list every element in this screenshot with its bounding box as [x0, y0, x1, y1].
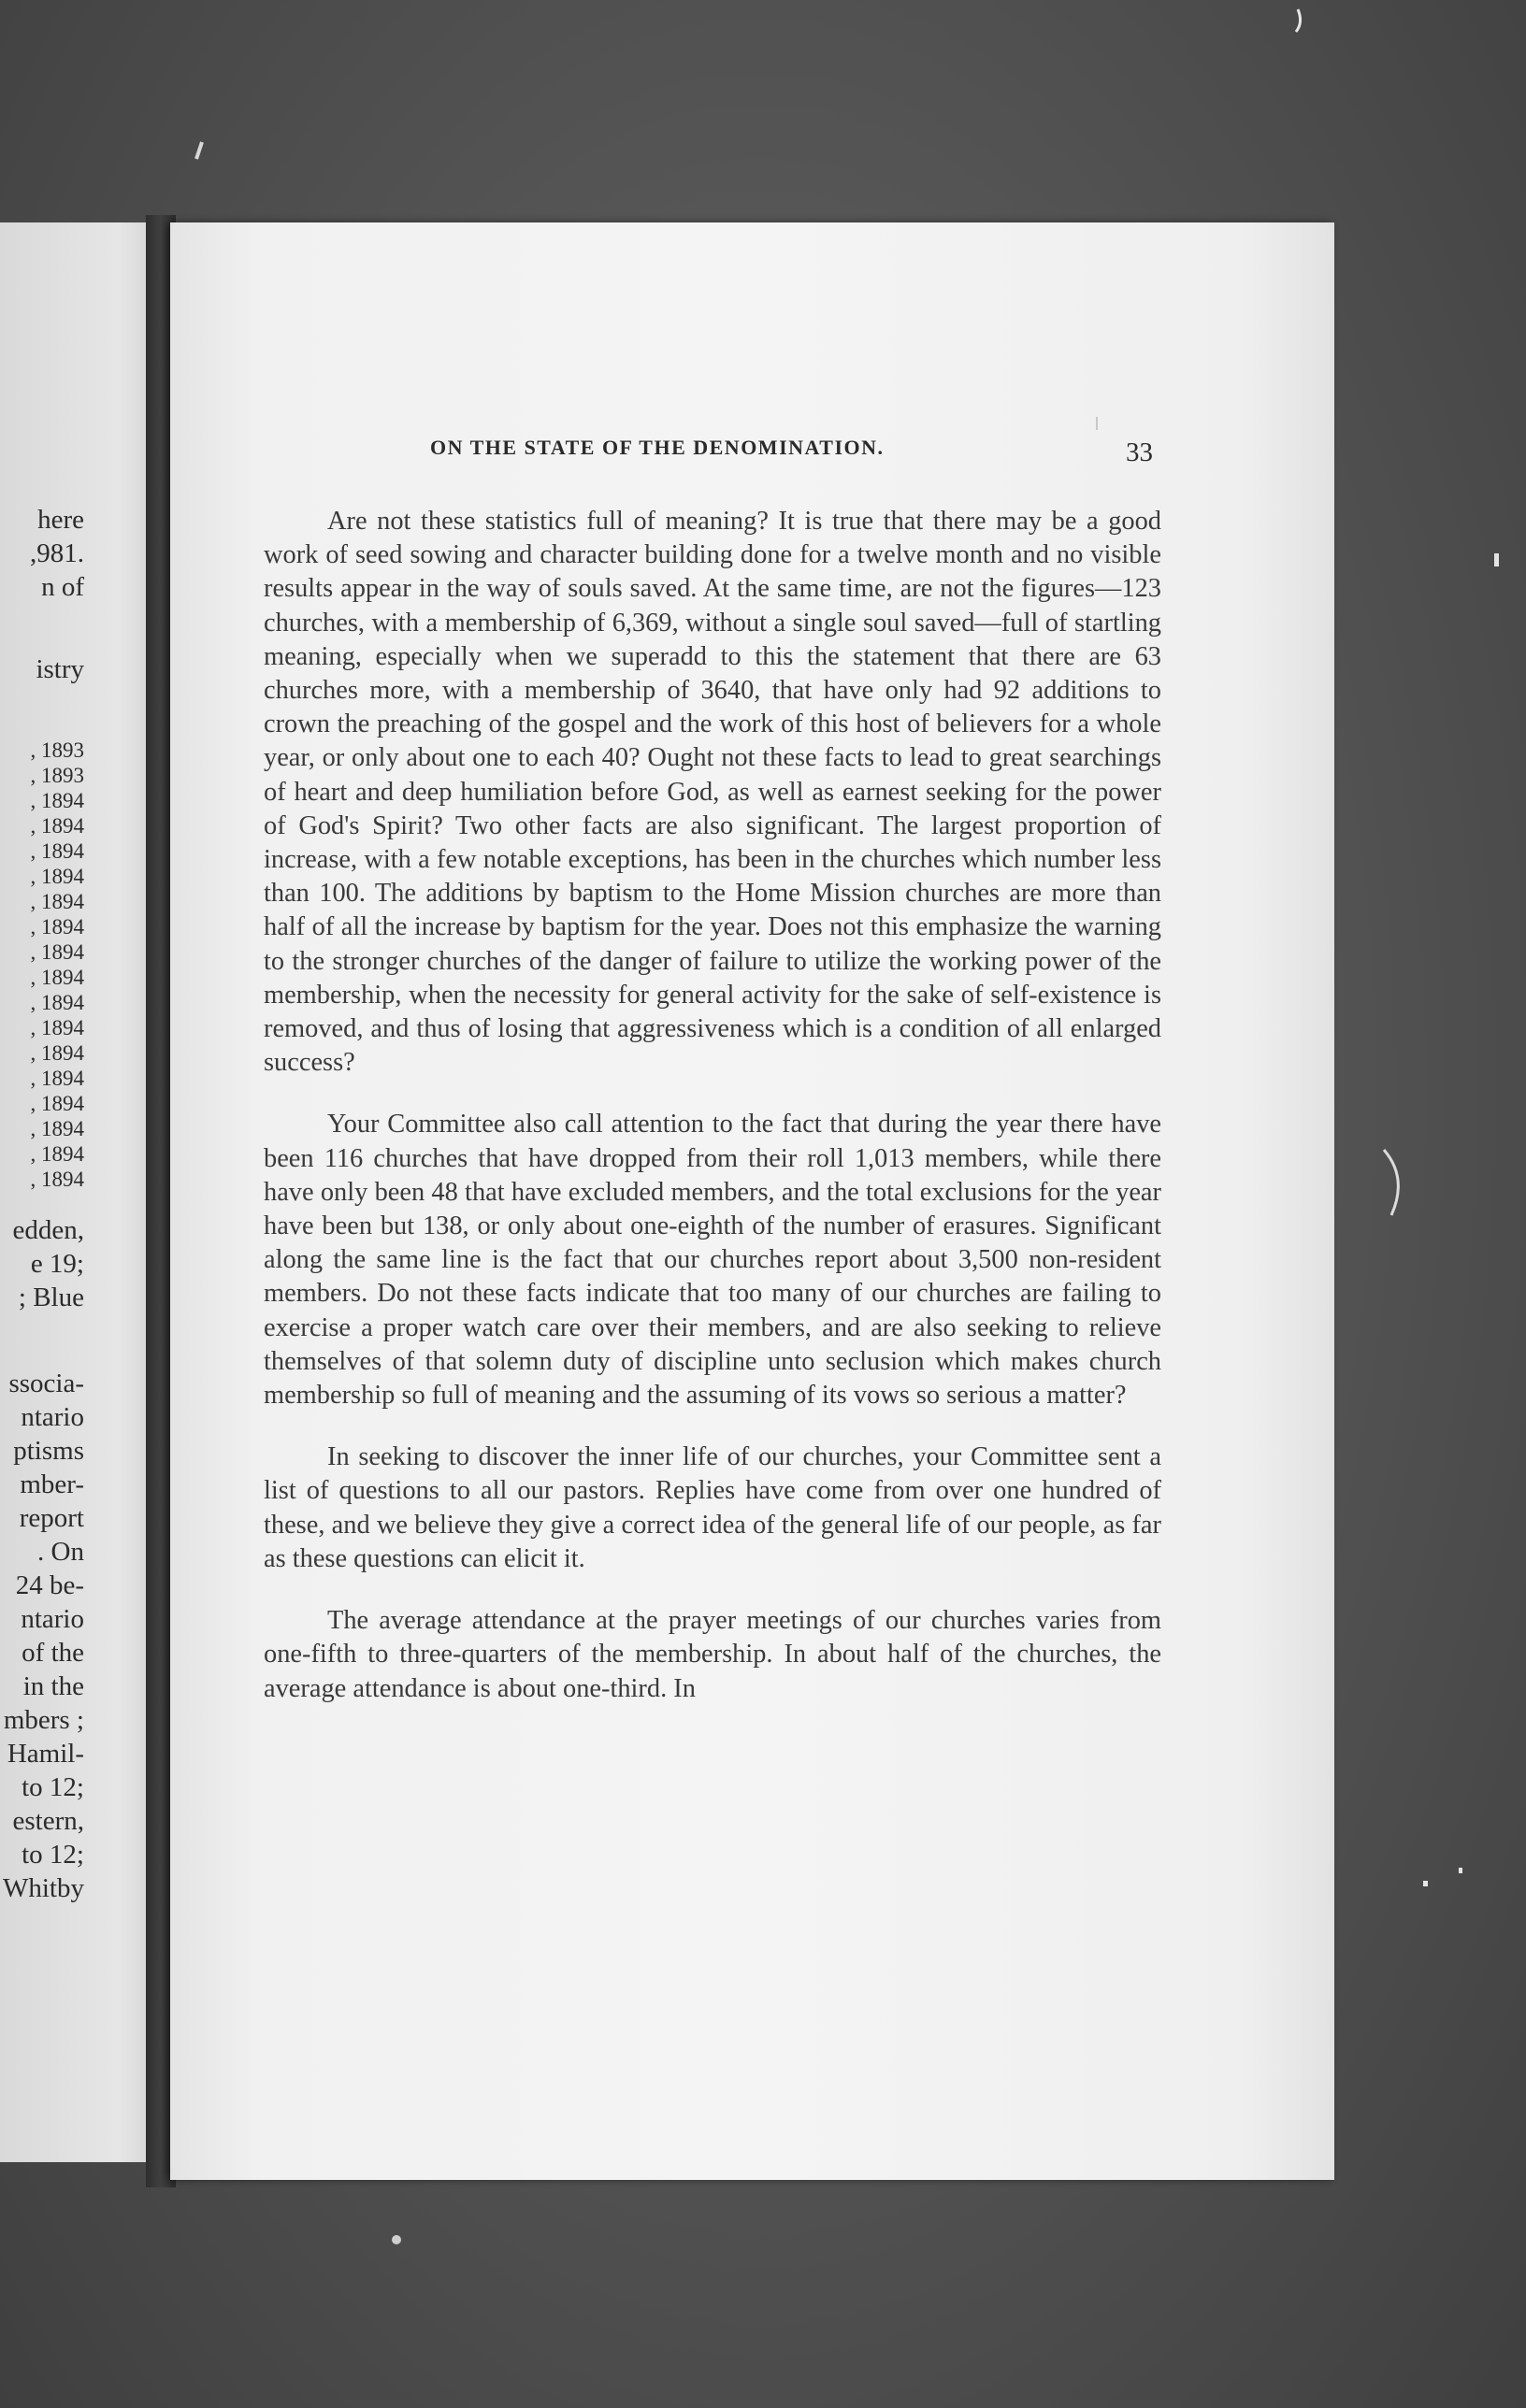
- fragment-text: estern,: [12, 1806, 84, 1836]
- fragment-date: , 1894: [30, 1041, 84, 1065]
- running-head: ON THE STATE OF THE DENOMINATION.: [430, 436, 885, 459]
- fragment-text: mber-: [20, 1469, 84, 1499]
- fragment-text: ntario: [21, 1604, 84, 1634]
- fragment-date: , 1894: [30, 814, 84, 838]
- fragment-text: report: [19, 1503, 84, 1533]
- fragment-text: Hamil-: [7, 1739, 84, 1769]
- fragment-text: ntario: [21, 1402, 84, 1432]
- fragment-text: ,981.: [30, 538, 84, 568]
- fragment-text: e 19;: [30, 1249, 84, 1279]
- fragment-text: ssocia-: [8, 1369, 84, 1398]
- paragraph-prayer-meetings: The average attendance at the prayer meetings of our churches varies from one-fifth to three-quarters of the membership. In about half of the churches, the average attendance is about one-third. In: [264, 1606, 1161, 1703]
- fragment-date: , 1894: [30, 1016, 84, 1039]
- fragment-text: in the: [22, 1671, 84, 1701]
- fragment-date: , 1894: [30, 1092, 84, 1115]
- fragment-date: , 1894: [30, 890, 84, 913]
- fragment-date: , 1894: [30, 991, 84, 1014]
- fragment-date: , 1894: [30, 940, 84, 964]
- fragment-date: , 1893: [30, 764, 84, 787]
- fragment-date: , 1894: [30, 1142, 84, 1166]
- fragment-text: ptisms: [13, 1436, 84, 1466]
- paragraph-erasures: Your Committee also call attention to the fact that during the year there have been 116 churches that have dropped from their roll 1,013 members, while there have only been 48 that have excluded members, and the total exclusions for the year have been but 138, or only about one-eighth of the number of erasures. Significant along the same line is the fact that our churches report about 3,500 non-resident members. Do not these facts indicate that too many of our churches are failing to exercise a proper watch care over their members, and are also seeking to relieve themselves of that solemn duty of discipline unto seclusion which makes church membership so full of meaning and the assuming of its vows so serious a matter?: [264, 1110, 1161, 1411]
- body-text: [264, 505, 1161, 1706]
- fragment-text: 24 be-: [15, 1570, 84, 1600]
- fragment-text: to 12;: [22, 1772, 84, 1802]
- paragraph-statistics: Are not these statistics full of meaning? It is true that there may be a good work of seed sowing and character building done for a twelve month and no visible results appear in the way of souls saved. At the same time, are not the figures—123 churches, with a membership of 6,369, without a single soul saved—full of startling meaning, especially when we superadd to this the statement that there are 63 churches more, with a membership of 3640, that have only had 92 additions to crown the preaching of the gospel and the work of this host of believers for a whole year, or only about one to each 40? Ought not these facts to lead to great searchings of heart and deep humiliation before God, as well as earnest seeking for the power of God's Spirit? Two other facts are also significant. The largest proportion of increase, with a few notable exceptions, has been in the churches which number less than 100. The additions by baptism to the Home Mission churches are more than half of all the increase by baptism for the year. Does not this emphasize the warning to the stronger churches of the danger of failure to utilize the working power of the membership, when the necessity for general activity for the sake of self-existence is removed, and thus of losing that aggressiveness which is a condition of all enlarged success?: [264, 507, 1161, 1078]
- fragment-text: here: [37, 505, 84, 535]
- fragment-date: , 1894: [30, 966, 84, 989]
- fragment-text: mbers ;: [3, 1705, 84, 1735]
- fragment-date: , 1894: [30, 1168, 84, 1191]
- fragment-date: , 1894: [30, 1067, 84, 1090]
- fragment-text: n of: [41, 572, 84, 602]
- fragment-date: , 1893: [30, 738, 84, 762]
- fragment-date: , 1894: [30, 789, 84, 812]
- fragment-text: Whitby: [3, 1873, 84, 1903]
- fragment-date: , 1894: [30, 915, 84, 939]
- fragment-date: , 1894: [30, 865, 84, 888]
- previous-page-edge: [0, 222, 170, 2162]
- fragment-text: edden,: [12, 1215, 84, 1245]
- fragment-text: . On: [37, 1537, 84, 1567]
- page-number: 33: [1126, 437, 1153, 467]
- paragraph-inner-life: In seeking to discover the inner life of our churches, your Committee sent a list of questions to all our pastors. Replies have come from over one hundred of these, and we believe they give a correct idea of the general life of our people, as far as these questions can elicit it.: [264, 1442, 1161, 1573]
- fragment-text: ; Blue: [18, 1283, 84, 1312]
- fragment-text: istry: [36, 654, 84, 684]
- fragment-text: to 12;: [22, 1840, 84, 1870]
- fragment-date: , 1894: [30, 1117, 84, 1140]
- fragment-text: of the: [22, 1638, 84, 1668]
- fragment-date: , 1894: [30, 839, 84, 863]
